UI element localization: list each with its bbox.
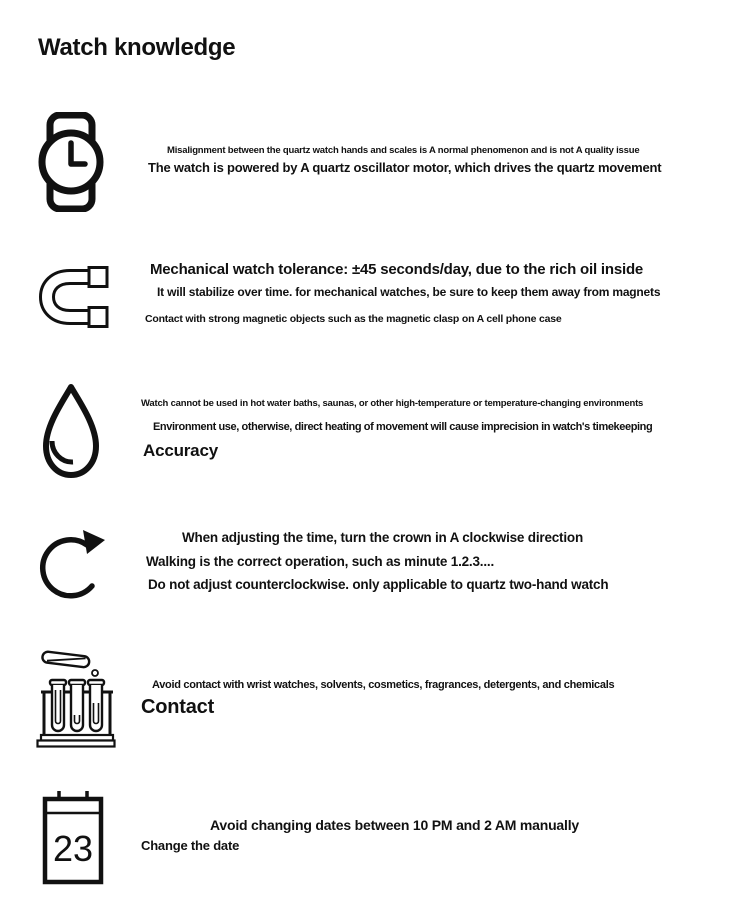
accuracy-note-small: Watch cannot be used in hot water baths, saunas, or other high-temperature or temperature-changing environments (141, 398, 644, 409)
water-drop-icon (39, 383, 103, 485)
magnet-note-small: Contact with strong magnetic objects such as the magnetic clasp on A cell phone case (145, 313, 562, 325)
calendar-icon (42, 790, 104, 890)
magnet-note-mid: It will stabilize over time. for mechanical watches, be sure to keep them away from magnets (157, 285, 661, 299)
section-label-change-date: Change the date (141, 838, 240, 853)
crown-note-3: Do not adjust counterclockwise. only applicable to quartz two-hand watch (148, 577, 609, 592)
quartz-note-small: Misalignment between the quartz watch hands and scales is A normal phenomenon and is not A quality issue (167, 145, 640, 156)
crown-note-1: When adjusting the time, turn the crown in A clockwise direction (182, 530, 583, 545)
magnet-note-headline: Mechanical watch tolerance: ±45 seconds/day, due to the rich oil inside (150, 261, 644, 278)
wristwatch-icon (38, 112, 104, 217)
page-title: Watch knowledge (38, 34, 236, 61)
contact-note-small: Avoid contact with wrist watches, solvents, cosmetics, fragrances, detergents, and chemicals (152, 679, 615, 691)
accuracy-note-mid: Environment use, otherwise, direct heating of movement will cause imprecision in watch's timekeeping (153, 421, 653, 433)
crown-note-2: Walking is the correct operation, such as minute 1.2.3.... (146, 554, 494, 569)
test-tubes-icon (36, 650, 116, 753)
section-label-contact: Contact (141, 696, 215, 718)
section-label-accuracy: Accuracy (143, 441, 218, 460)
quartz-note-main: The watch is powered by A quartz oscillator motor, which drives the quartz movement (148, 160, 662, 175)
magnet-icon (38, 266, 112, 333)
date-note-main: Avoid changing dates between 10 PM and 2 AM manually (210, 817, 579, 833)
clockwise-arrow-icon (38, 524, 108, 611)
calendar-day-number: 23 (52, 828, 94, 869)
